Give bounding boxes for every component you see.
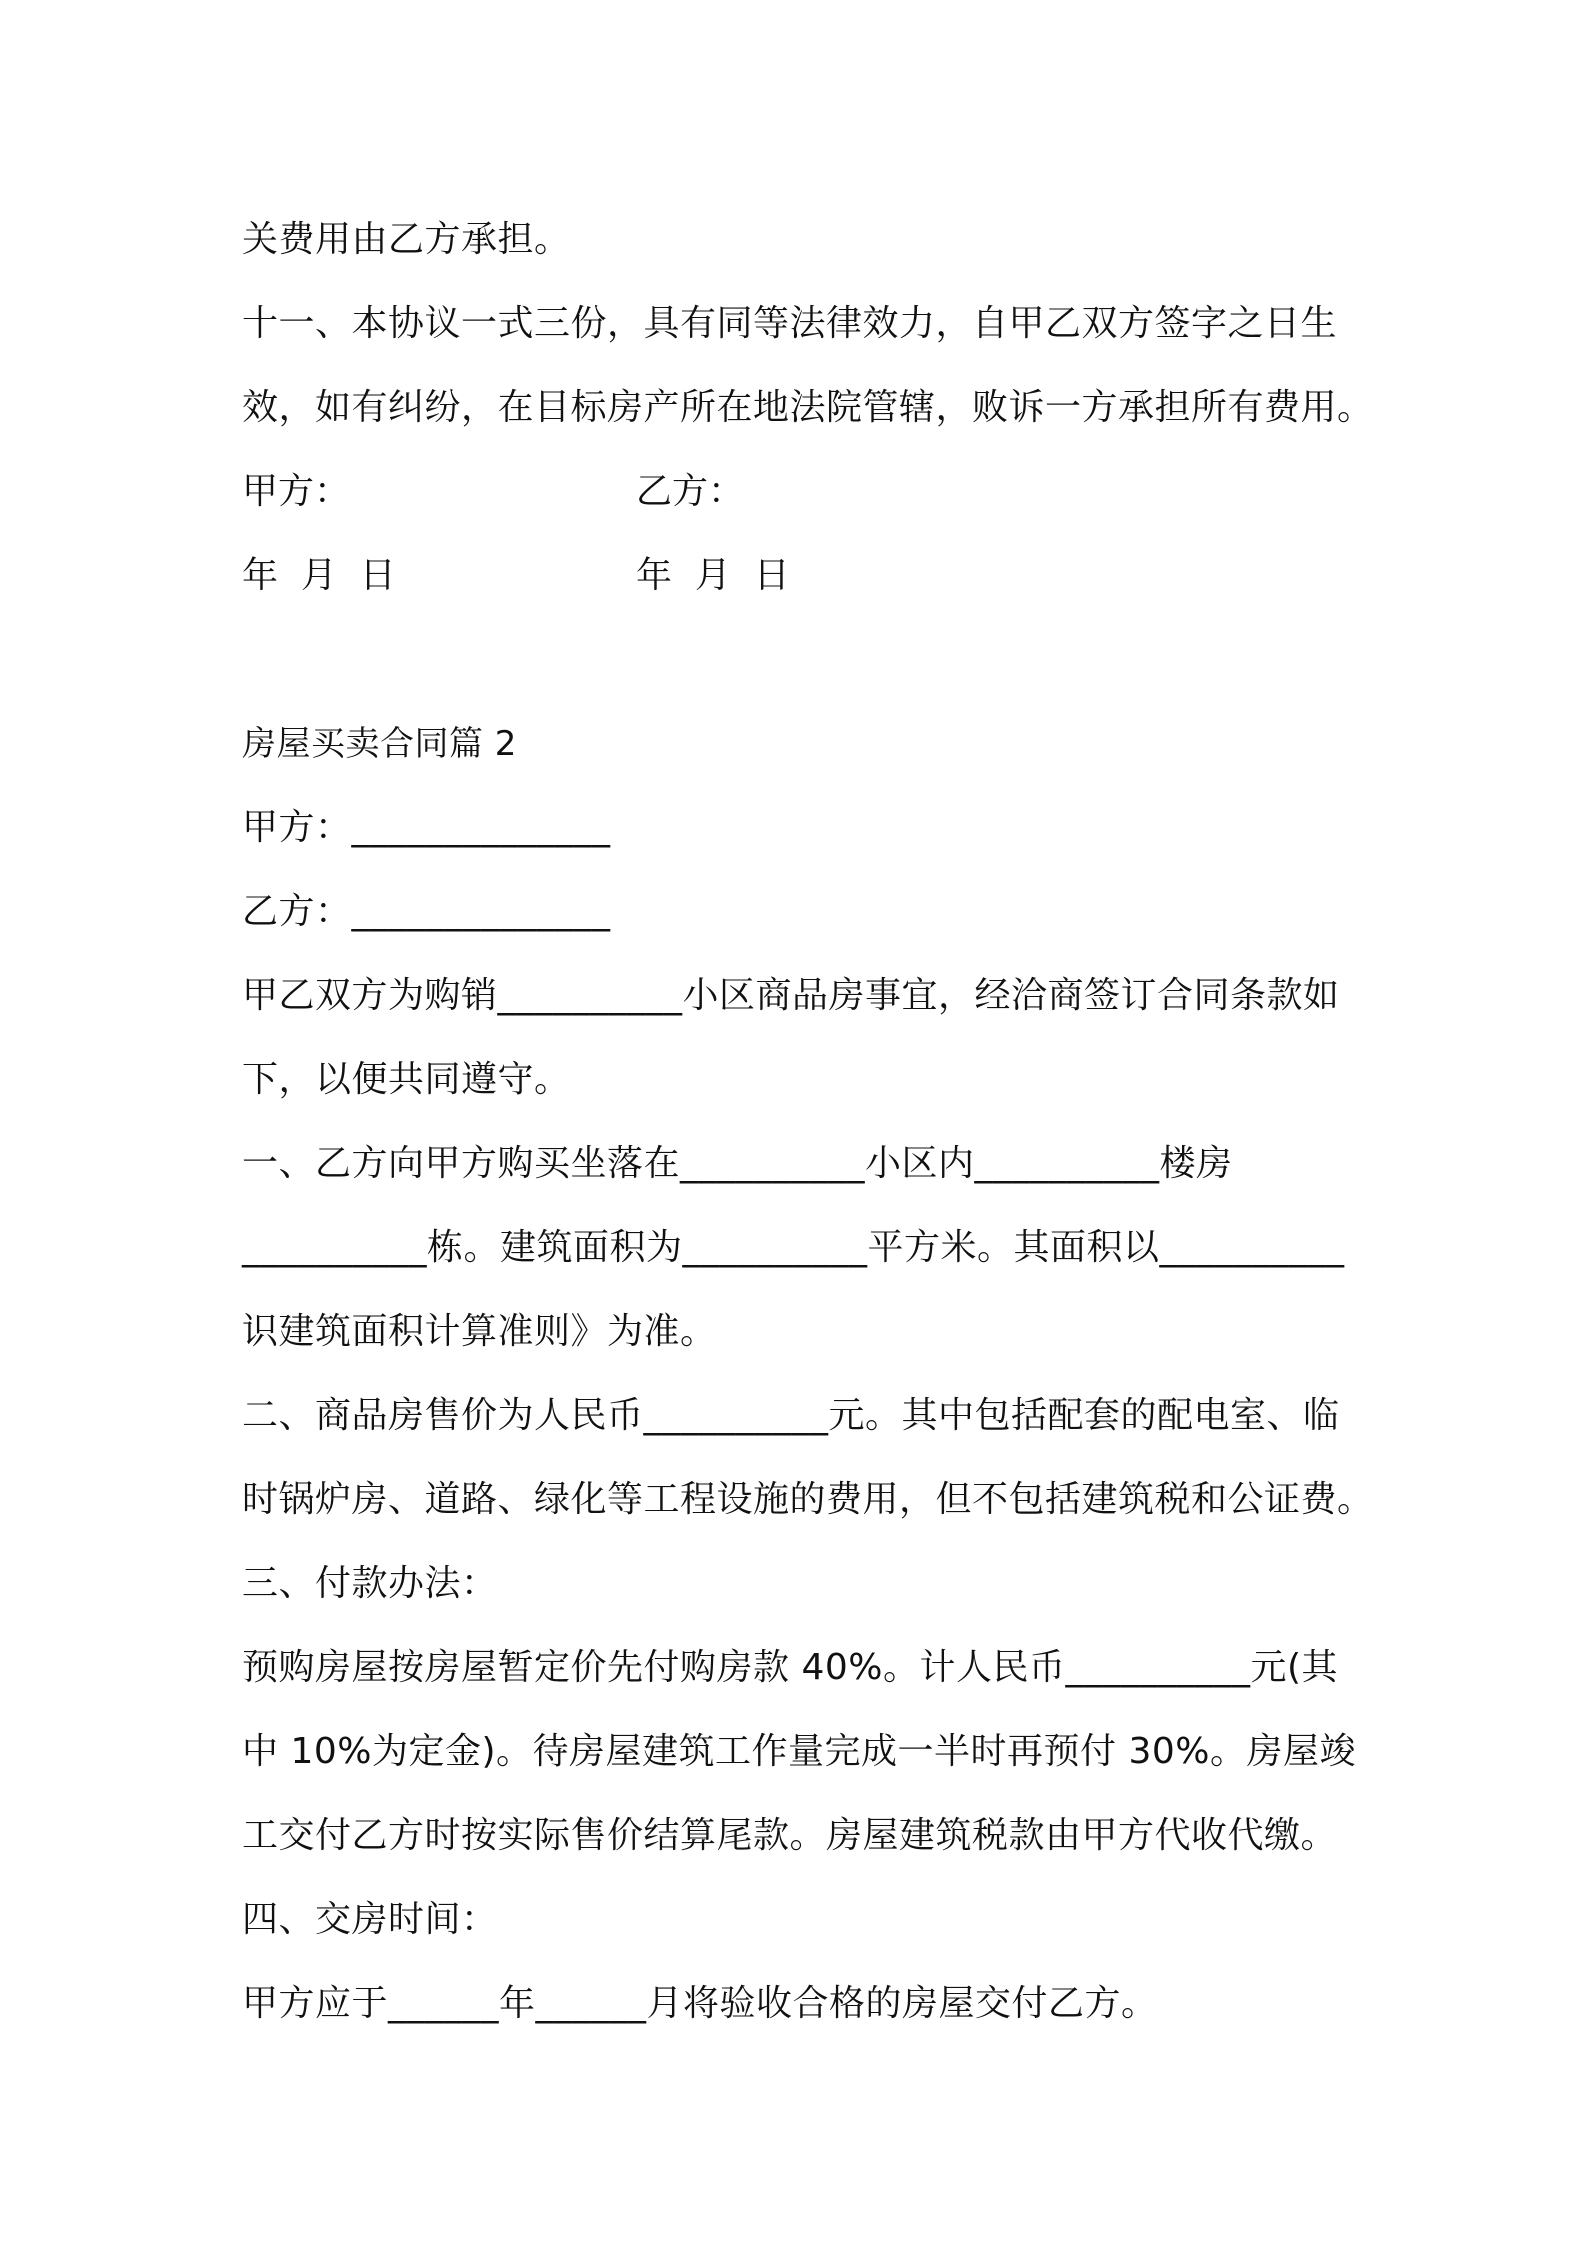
- text-line: 关费用由乙方承担。: [242, 219, 571, 260]
- date-row: [242, 534, 1357, 618]
- signature-row: [242, 450, 1357, 534]
- document-body: [242, 198, 1374, 2046]
- clause-one-line-3: 识建筑面积计算准则》为准。: [242, 1311, 717, 1352]
- preamble-line-1: 甲乙双方为购销__________小区商品房事宜，经洽商签订合同条款如: [242, 975, 1340, 1016]
- clause-four-heading: 四、交房时间：: [242, 1899, 498, 1940]
- party-b-line: 乙方：______________: [242, 891, 611, 932]
- section-title: 房屋买卖合同篇 2: [242, 724, 517, 764]
- payment-line-1: 预购房屋按房屋暂定价先付购房款 40%。计人民币__________元(其: [242, 1647, 1339, 1688]
- section-gap: [242, 618, 1357, 702]
- clause-one-line-2: __________栋。建筑面积为__________平方米。其面积以__________: [242, 1227, 1345, 1268]
- clause-three-heading: 三、付款办法：: [242, 1563, 498, 1604]
- clause-two-line-2: 时锅炉房、道路、绿化等工程设施的费用，但不包括建筑税和公证费。: [242, 1479, 1374, 1520]
- clause-one-line-1: 一、乙方向甲方购买坐落在__________小区内__________楼房: [242, 1143, 1233, 1184]
- delivery-line: 甲方应于______年______月将验收合格的房屋交付乙方。: [242, 1983, 1158, 2024]
- preamble-line-2: 下，以便共同遵守。: [242, 1059, 571, 1100]
- clause-eleven-line-2: 效，如有纠纷，在目标房产所在地法院管辖，败诉一方承担所有费用。: [242, 387, 1374, 428]
- payment-line-3: 工交付乙方时按实际售价结算尾款。房屋建筑税款由甲方代收代缴。: [242, 1815, 1338, 1856]
- party-a-date: 年 月 日: [242, 555, 396, 596]
- party-a-signature-label: 甲方：: [242, 471, 351, 512]
- party-a-line: 甲方：______________: [242, 807, 611, 848]
- party-b-signature-label: 乙方：: [636, 471, 745, 512]
- party-b-date: 年 月 日: [636, 555, 790, 596]
- payment-line-2: 中 10%为定金)。待房屋建筑工作量完成一半时再预付 30%。房屋竣: [242, 1731, 1356, 1772]
- clause-eleven-line-1: 十一、本协议一式三份，具有同等法律效力，自甲乙双方签字之日生: [242, 303, 1338, 344]
- clause-two-line-1: 二、商品房售价为人民币__________元。其中包括配套的配电室、临: [242, 1395, 1340, 1436]
